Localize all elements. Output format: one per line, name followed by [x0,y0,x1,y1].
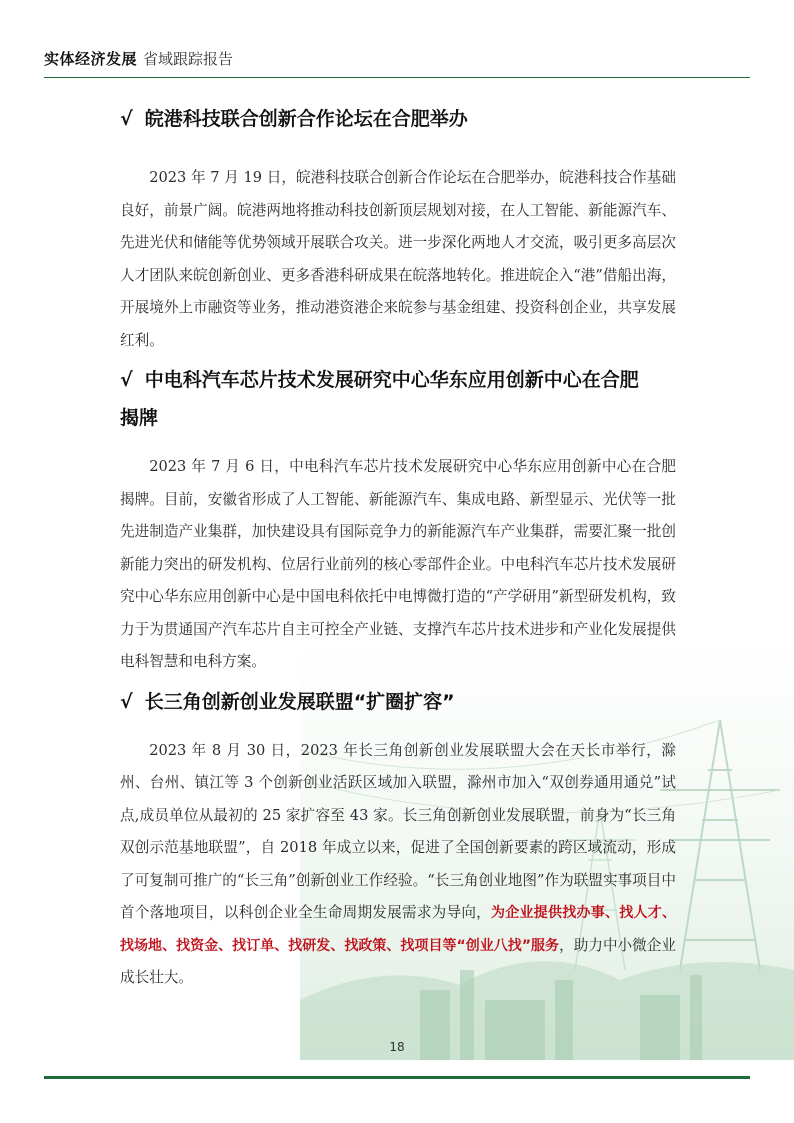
section-title-continued: 揭牌 [120,407,159,429]
section-heading [120,361,676,437]
check-mark-icon: √ [120,369,133,391]
check-mark-icon: √ [120,690,133,713]
section-title: 皖港科技联合创新合作论坛在合肥举办 [144,108,468,130]
paragraph-text: 2023 年 8 月 30 日，2023 年长三角创新创业发展联盟大会在天长市举行，滁州、台州、镇江等 3 个创新创业活跃区域加入联盟，滁州市加入“双创券通用通兑”试点,成员单位从最初的 25 家扩容至 43 家。长三角创新创业发展联盟，前身为“长三角双创示范基地联盟”，自 2018 年成立以来，促进了全国创新要素的跨区域流动，形成了可复制可推广的“长三角”创新创业工作经验。“长三角创业地图”作为联盟实事项目中首个落地项目，以科创企业全生命周期发展需求为导向， [120,741,676,921]
section-heading [120,683,676,721]
section-title: 中电科汽车芯片技术发展研究中心华东应用创新中心在合肥 [144,369,639,391]
section-title: 长三角创新创业发展联盟“扩圈扩容” [144,690,455,713]
check-mark-icon: √ [120,108,133,130]
report-subtitle: 省域跟踪报告 [143,50,234,68]
paragraph-text-end: ，助力中小微企业成长壮大。 [120,936,676,986]
section-heading [120,100,676,138]
page-header [44,48,750,78]
main-content [120,100,676,995]
section-paragraph [120,735,676,995]
highlighted-text: 为企业提供找办事、找人才、找场地、找资金、找订单、找研发、找政策、找项目等“创业八找”服务 [120,905,676,954]
header-divider [44,77,750,78]
footer-divider [44,1076,750,1079]
page-number: 18 [389,1040,405,1054]
section-paragraph: 2023 年 7 月 6 日，中电科汽车芯片技术发展研究中心华东应用创新中心在合肥揭牌。目前，安徽省形成了人工智能、新能源汽车、集成电路、新型显示、光伏等一批先进制造产业集群，加快建设具有国际竞争力的新能源汽车产业集群，需要汇聚一批创新能力突出的研发机构、位居行业前列的核心零部件企业。中电科汽车芯片技术发展研究中心华东应用创新中心是中国电科依托中电博微打造的“产学研用”新型研发机构，致力于为贯通国产汽车芯片自主可控全产业链、支撑汽车芯片技术进步和产业化发展提供电科智慧和电科方案。 [120,458,676,670]
report-brand: 实体经济发展 [44,50,138,68]
section-paragraph: 2023 年 7 月 19 日，皖港科技联合创新合作论坛在合肥举办，皖港科技合作基础良好，前景广阔。皖港两地将推动科技创新顶层规划对接，在人工智能、新能源汽车、先进光伏和储能等优势领域开展联合攻关。进一步深化两地人才交流，吸引更多高层次人才团队来皖创新创业、更多香港科研成果在皖落地转化。推进皖企入“港”借船出海，开展境外上市融资等业务，推动港资港企来皖参与基金组建、投资科创企业，共享发展红利。 [120,169,676,349]
